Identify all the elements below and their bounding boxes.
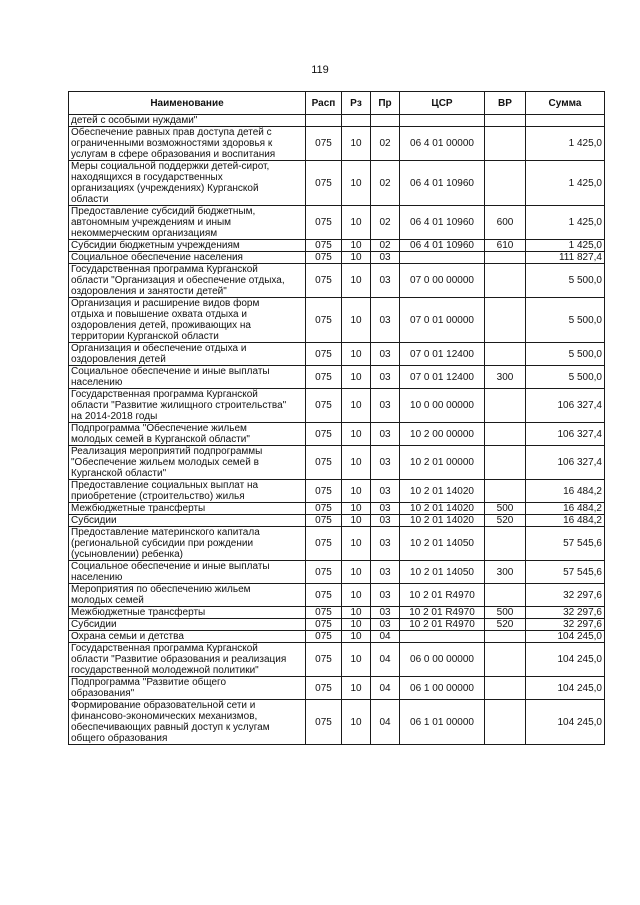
cell-name: Субсидии — [69, 515, 306, 527]
cell-name: Мероприятия по обеспечению жильем молодых семей — [69, 584, 306, 607]
cell-sum: 1 425,0 — [526, 240, 605, 252]
table-row — [69, 631, 605, 643]
cell-pr: 03 — [371, 423, 400, 446]
header-name: Наименование — [69, 92, 306, 115]
cell-name: Подпрограмма "Обеспечение жильем молодых семей в Курганской области" — [69, 423, 306, 446]
cell-sum: 104 245,0 — [526, 677, 605, 700]
cell-pr: 03 — [371, 503, 400, 515]
cell-vr — [485, 127, 526, 161]
cell-name: Социальное обеспечение и иные выплаты населению — [69, 561, 306, 584]
cell-sum — [526, 115, 605, 127]
cell-vr — [485, 446, 526, 480]
header-vr: ВР — [485, 92, 526, 115]
cell-pr: 03 — [371, 619, 400, 631]
cell-rz: 10 — [342, 561, 371, 584]
table-row — [69, 389, 605, 423]
table-header-row — [69, 92, 605, 115]
cell-rz: 10 — [342, 515, 371, 527]
cell-rasp: 075 — [306, 127, 342, 161]
cell-pr: 03 — [371, 298, 400, 343]
cell-vr — [485, 677, 526, 700]
cell-pr: 03 — [371, 446, 400, 480]
cell-vr — [485, 389, 526, 423]
cell-name: Организация и расширение видов форм отдыха и повышение охвата отдыха и оздоровления детей, проживающих на территории Курганской области — [69, 298, 306, 343]
cell-sum: 57 545,6 — [526, 561, 605, 584]
cell-pr: 02 — [371, 240, 400, 252]
cell-name: Межбюджетные трансферты — [69, 503, 306, 515]
cell-rasp: 075 — [306, 515, 342, 527]
header-rasp: Расп — [306, 92, 342, 115]
page-number: 119 — [311, 64, 329, 76]
cell-rasp: 075 — [306, 298, 342, 343]
cell-pr: 03 — [371, 252, 400, 264]
cell-sum: 1 425,0 — [526, 127, 605, 161]
cell-csr: 06 4 01 10960 — [400, 206, 485, 240]
cell-name: Формирование образовательной сети и финансово-экономических механизмов, обеспечивающих равный доступ к услугам общего образования — [69, 700, 306, 745]
cell-pr: 04 — [371, 677, 400, 700]
header-sum: Сумма — [526, 92, 605, 115]
cell-csr: 10 2 01 14020 — [400, 480, 485, 503]
cell-vr — [485, 264, 526, 298]
cell-rasp: 075 — [306, 161, 342, 206]
cell-sum: 32 297,6 — [526, 619, 605, 631]
cell-pr: 04 — [371, 631, 400, 643]
cell-name: Межбюджетные трансферты — [69, 607, 306, 619]
cell-vr — [485, 161, 526, 206]
cell-rasp: 075 — [306, 584, 342, 607]
cell-rasp: 075 — [306, 206, 342, 240]
cell-vr — [485, 700, 526, 745]
cell-sum: 1 425,0 — [526, 161, 605, 206]
cell-vr: 520 — [485, 515, 526, 527]
cell-name: Государственная программа Курганской области "Развитие жилищного строительства" на 2014-2018 годы — [69, 389, 306, 423]
cell-pr: 03 — [371, 366, 400, 389]
cell-pr: 03 — [371, 480, 400, 503]
cell-name: Реализация мероприятий подпрограммы "Обеспечение жильем молодых семей в Курганской области" — [69, 446, 306, 480]
cell-pr: 02 — [371, 161, 400, 206]
table-row — [69, 366, 605, 389]
cell-rasp: 075 — [306, 389, 342, 423]
table-row — [69, 161, 605, 206]
cell-vr — [485, 527, 526, 561]
cell-rasp: 075 — [306, 264, 342, 298]
cell-rz: 10 — [342, 503, 371, 515]
cell-vr — [485, 115, 526, 127]
cell-rz: 10 — [342, 480, 371, 503]
table-row — [69, 515, 605, 527]
cell-csr — [400, 115, 485, 127]
cell-rasp: 075 — [306, 631, 342, 643]
cell-rasp: 075 — [306, 643, 342, 677]
cell-vr — [485, 631, 526, 643]
cell-rz: 10 — [342, 127, 371, 161]
cell-pr: 03 — [371, 515, 400, 527]
cell-name: Организация и обеспечение отдыха и оздоровления детей — [69, 343, 306, 366]
cell-vr: 300 — [485, 561, 526, 584]
table-row — [69, 446, 605, 480]
cell-rz: 10 — [342, 631, 371, 643]
cell-pr: 02 — [371, 127, 400, 161]
cell-rz: 10 — [342, 252, 371, 264]
cell-pr: 03 — [371, 561, 400, 584]
cell-rasp: 075 — [306, 527, 342, 561]
cell-rz: 10 — [342, 240, 371, 252]
cell-vr — [485, 584, 526, 607]
cell-rz: 10 — [342, 206, 371, 240]
table-row — [69, 264, 605, 298]
cell-rz: 10 — [342, 343, 371, 366]
cell-csr: 10 2 01 R4970 — [400, 619, 485, 631]
cell-rz: 10 — [342, 298, 371, 343]
cell-vr: 500 — [485, 607, 526, 619]
cell-pr: 04 — [371, 643, 400, 677]
cell-sum: 32 297,6 — [526, 607, 605, 619]
cell-vr — [485, 423, 526, 446]
table-row — [69, 423, 605, 446]
cell-csr: 07 0 01 12400 — [400, 343, 485, 366]
table-row — [69, 298, 605, 343]
cell-csr: 10 2 01 14050 — [400, 561, 485, 584]
cell-sum: 5 500,0 — [526, 264, 605, 298]
cell-csr: 06 1 01 00000 — [400, 700, 485, 745]
cell-name: Обеспечение равных прав доступа детей с ограниченными возможностями здоровья к услугам в сфере образования и воспитания — [69, 127, 306, 161]
table-body — [69, 115, 605, 745]
cell-rz: 10 — [342, 161, 371, 206]
cell-pr: 03 — [371, 389, 400, 423]
cell-name: Предоставление субсидий бюджетным, автономным учреждениям и иным некоммерческим организациям — [69, 206, 306, 240]
cell-rasp: 075 — [306, 480, 342, 503]
cell-csr: 06 0 00 00000 — [400, 643, 485, 677]
cell-csr: 06 1 00 00000 — [400, 677, 485, 700]
cell-csr: 07 0 01 12400 — [400, 366, 485, 389]
cell-vr — [485, 643, 526, 677]
cell-rasp: 075 — [306, 240, 342, 252]
cell-name: детей с особыми нуждами" — [69, 115, 306, 127]
cell-csr: 10 0 00 00000 — [400, 389, 485, 423]
table-row — [69, 206, 605, 240]
cell-rasp: 075 — [306, 343, 342, 366]
budget-table — [68, 91, 605, 745]
cell-sum: 57 545,6 — [526, 527, 605, 561]
table-row — [69, 619, 605, 631]
cell-vr — [485, 298, 526, 343]
header-csr: ЦСР — [400, 92, 485, 115]
cell-name: Подпрограмма "Развитие общего образования" — [69, 677, 306, 700]
cell-sum: 106 327,4 — [526, 423, 605, 446]
cell-csr: 06 4 01 10960 — [400, 240, 485, 252]
cell-csr: 06 4 01 00000 — [400, 127, 485, 161]
cell-sum: 16 484,2 — [526, 503, 605, 515]
cell-sum: 1 425,0 — [526, 206, 605, 240]
cell-csr: 10 2 01 00000 — [400, 446, 485, 480]
cell-name: Субсидии бюджетным учреждениям — [69, 240, 306, 252]
table-row — [69, 584, 605, 607]
cell-csr: 10 2 00 00000 — [400, 423, 485, 446]
cell-vr — [485, 252, 526, 264]
cell-sum: 16 484,2 — [526, 480, 605, 503]
cell-vr: 610 — [485, 240, 526, 252]
cell-vr: 300 — [485, 366, 526, 389]
cell-rz: 10 — [342, 700, 371, 745]
cell-sum: 5 500,0 — [526, 366, 605, 389]
cell-name: Социальное обеспечение и иные выплаты населению — [69, 366, 306, 389]
cell-vr: 500 — [485, 503, 526, 515]
cell-rz: 10 — [342, 607, 371, 619]
cell-sum: 104 245,0 — [526, 700, 605, 745]
cell-csr: 06 4 01 10960 — [400, 161, 485, 206]
cell-vr: 600 — [485, 206, 526, 240]
cell-rasp: 075 — [306, 366, 342, 389]
cell-rasp: 075 — [306, 607, 342, 619]
cell-name: Предоставление материнского капитала (региональной субсидии при рождении (усыновлении) ребенка) — [69, 527, 306, 561]
table-row — [69, 127, 605, 161]
cell-csr — [400, 252, 485, 264]
cell-csr: 10 2 01 14020 — [400, 515, 485, 527]
cell-name: Предоставление социальных выплат на приобретение (строительство) жилья — [69, 480, 306, 503]
cell-sum: 111 827,4 — [526, 252, 605, 264]
cell-sum: 16 484,2 — [526, 515, 605, 527]
cell-rasp: 075 — [306, 503, 342, 515]
cell-rz: 10 — [342, 446, 371, 480]
table-row — [69, 677, 605, 700]
cell-csr: 10 2 01 14020 — [400, 503, 485, 515]
cell-pr: 03 — [371, 527, 400, 561]
cell-csr: 10 2 01 14050 — [400, 527, 485, 561]
table-row — [69, 700, 605, 745]
cell-pr: 02 — [371, 206, 400, 240]
cell-rasp: 075 — [306, 561, 342, 584]
table-row — [69, 503, 605, 515]
table-row — [69, 252, 605, 264]
cell-vr — [485, 343, 526, 366]
table-row — [69, 643, 605, 677]
cell-name: Меры социальной поддержки детей-сирот, находящихся в государственных организациях (учреждениях) Курганской области — [69, 161, 306, 206]
table-row — [69, 527, 605, 561]
cell-name: Социальное обеспечение населения — [69, 252, 306, 264]
table-row — [69, 607, 605, 619]
cell-csr: 10 2 01 R4970 — [400, 607, 485, 619]
cell-pr: 03 — [371, 607, 400, 619]
cell-vr: 520 — [485, 619, 526, 631]
cell-csr: 07 0 00 00000 — [400, 264, 485, 298]
cell-rz: 10 — [342, 584, 371, 607]
cell-pr: 04 — [371, 700, 400, 745]
table-row — [69, 561, 605, 584]
cell-pr — [371, 115, 400, 127]
table-row — [69, 115, 605, 127]
cell-rasp — [306, 115, 342, 127]
cell-sum: 106 327,4 — [526, 446, 605, 480]
cell-rz: 10 — [342, 264, 371, 298]
cell-rz: 10 — [342, 389, 371, 423]
cell-pr: 03 — [371, 343, 400, 366]
cell-rz: 10 — [342, 366, 371, 389]
cell-pr: 03 — [371, 264, 400, 298]
header-rz: Рз — [342, 92, 371, 115]
cell-rz: 10 — [342, 527, 371, 561]
cell-sum: 106 327,4 — [526, 389, 605, 423]
cell-rasp: 075 — [306, 446, 342, 480]
table-row — [69, 480, 605, 503]
cell-vr — [485, 480, 526, 503]
cell-rasp: 075 — [306, 252, 342, 264]
header-pr: Пр — [371, 92, 400, 115]
cell-sum: 104 245,0 — [526, 643, 605, 677]
cell-name: Субсидии — [69, 619, 306, 631]
cell-rasp: 075 — [306, 700, 342, 745]
cell-rz — [342, 115, 371, 127]
cell-sum: 5 500,0 — [526, 298, 605, 343]
cell-csr: 07 0 01 00000 — [400, 298, 485, 343]
cell-sum: 104 245,0 — [526, 631, 605, 643]
cell-csr — [400, 631, 485, 643]
table-row — [69, 240, 605, 252]
table-row — [69, 343, 605, 366]
cell-sum: 5 500,0 — [526, 343, 605, 366]
cell-rz: 10 — [342, 677, 371, 700]
cell-rasp: 075 — [306, 677, 342, 700]
cell-rz: 10 — [342, 619, 371, 631]
cell-name: Государственная программа Курганской области "Организация и обеспечение отдыха, оздоровления и занятости детей" — [69, 264, 306, 298]
cell-csr: 10 2 01 R4970 — [400, 584, 485, 607]
cell-rz: 10 — [342, 643, 371, 677]
cell-sum: 32 297,6 — [526, 584, 605, 607]
cell-pr: 03 — [371, 584, 400, 607]
cell-name: Государственная программа Курганской области "Развитие образования и реализация государственной молодежной политики" — [69, 643, 306, 677]
cell-name: Охрана семьи и детства — [69, 631, 306, 643]
cell-rz: 10 — [342, 423, 371, 446]
cell-rasp: 075 — [306, 423, 342, 446]
cell-rasp: 075 — [306, 619, 342, 631]
